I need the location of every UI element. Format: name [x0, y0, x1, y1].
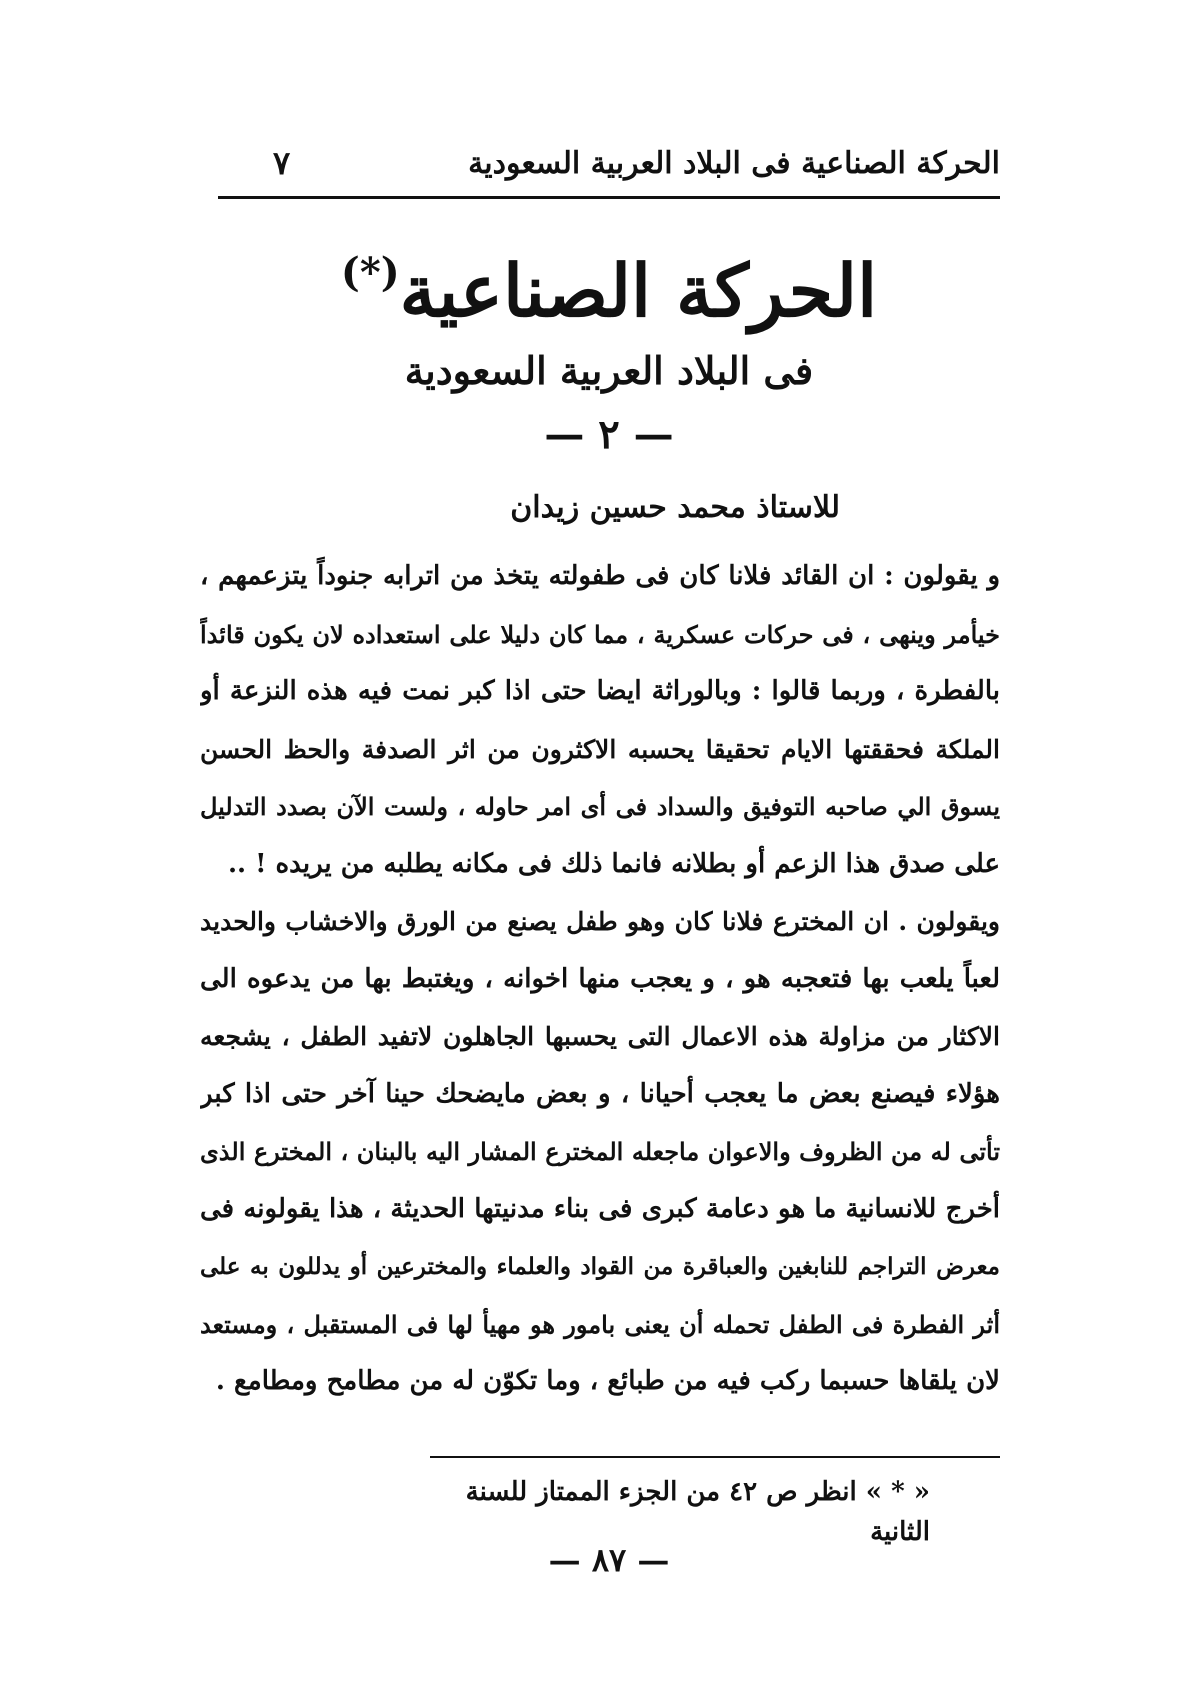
footnote-rule [430, 1456, 1000, 1458]
article-title [218, 228, 1000, 336]
body-line: لان يلقاها حسبما ركب فيه من طبائع ، وما تكوّن له من مطامح ومطامع . [215, 1366, 1000, 1396]
body-line: الاكثار من مزاولة هذه الاعمال التى يحسبها الجاهلون لاتفيد الطفل ، يشجعه [200, 1022, 1000, 1051]
footnote: « * » انظر ص ٤٢ من الجزء الممتاز للسنة الثانية [465, 1477, 930, 1547]
body-line: أثر الفطرة فى الطفل تحمله أن يعنى بامور هو مهيأ لها فى المستقبل ، ومستعد [200, 1309, 1000, 1339]
body-line: الملكة فحققتها الايام تحقيقا يحسبه الاكثرون من اثر الصدفة والحظ الحسن [200, 734, 1000, 764]
body-line: بالفطرة ، وربما قالوا : وبالوراثة ايضا حتى اذا كبر نمت فيه هذه النزعة أو [200, 676, 1000, 706]
running-header-page-number: ٧ [273, 144, 291, 182]
author-byline: للاستاذ محمد حسين زيدان [510, 490, 840, 525]
running-header-title: الحركة الصناعية فى البلاد العربية السعودية [468, 145, 1000, 181]
part-number: — ٢ — [544, 411, 674, 458]
body-line: يسوق الي صاحبه التوفيق والسداد فى أى امر حاوله ، ولست الآن بصدد التدليل [200, 792, 1000, 821]
body-text [200, 548, 1000, 1411]
article-subtitle: فى البلاد العربية السعودية [404, 348, 814, 393]
body-line: على صدق هذا الزعم أو بطلانه فانما ذلك فى مكانه يطلبه من يريده ! .. [227, 848, 1000, 879]
header-rule [218, 196, 1000, 199]
body-line: أخرج للانسانية ما هو دعامة كبرى فى بناء مدنيتها الحديثة ، هذا يقولونه فى [200, 1193, 1000, 1224]
body-line: خيأمر وينهى ، فى حركات عسكرية ، مما كان دليلا على استعداده لان يكون قائداً [200, 619, 1000, 649]
body-line: هؤلاء فيصنع بعض ما يعجب أحيانا ، و بعض مايضحك حينا آخر حتى اذا كبر [200, 1078, 1000, 1109]
body-line: تأتى له من الظروف والاعوان ماجعله المخترع المشار اليه بالبنان ، المخترع الذى [200, 1137, 1000, 1166]
page-footer-number: — ٨٧ — [548, 1541, 670, 1579]
body-line: ويقولون . ان المخترع فلانا كان وهو طفل يصنع من الورق والاخشاب والحديد [200, 907, 1000, 936]
footnote-mark: (*) [340, 249, 400, 296]
body-line: معرض التراجم للنابغين والعباقرة من القواد والعلماء والمخترعين أو يدللون به على [200, 1253, 1000, 1280]
article-title-text: الحركة الصناعية [399, 248, 878, 333]
running-header [218, 138, 1000, 188]
body-line: و يقولون : ان القائد فلانا كان فى طفولته يتخذ من اترابه جنوداً يتزعمهم ، [200, 561, 1000, 591]
body-line: لعباً يلعب بها فتعجبه هو ، و يعجب منها اخوانه ، ويغتبط بها من يدعوه الى [200, 963, 1000, 994]
